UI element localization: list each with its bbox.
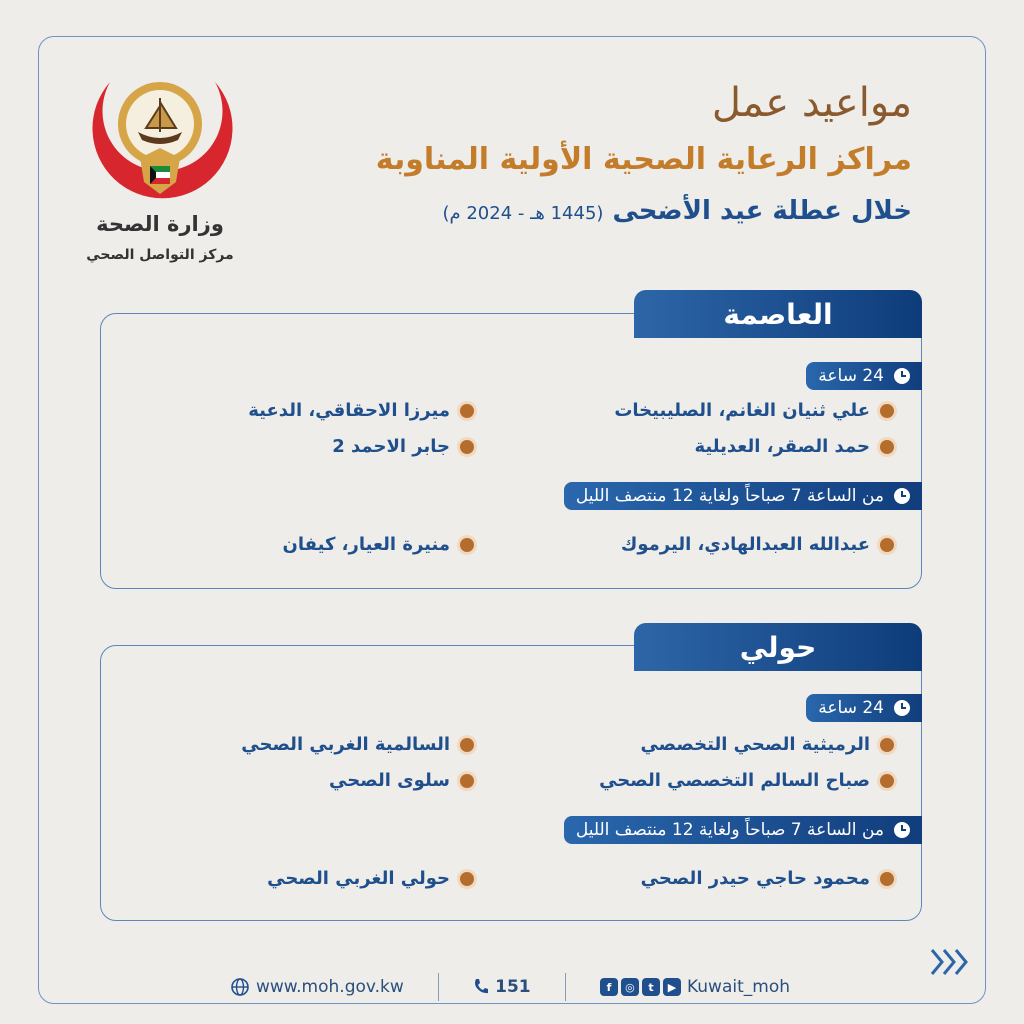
bullet-dot bbox=[460, 404, 474, 418]
page-subtitle: مراكز الرعاية الصحية الأولية المناوبة bbox=[375, 142, 912, 177]
badge-label: من الساعة 7 صباحاً ولغاية 12 منتصف الليل bbox=[575, 486, 884, 506]
phone-icon bbox=[473, 978, 489, 996]
footer-hotline[interactable] bbox=[473, 977, 531, 997]
footer bbox=[230, 972, 790, 1002]
center-name: صباح السالم التخصصي الصحي bbox=[599, 770, 870, 791]
clock-icon bbox=[892, 698, 912, 718]
footer-social[interactable] bbox=[600, 977, 790, 997]
list-item bbox=[614, 400, 894, 421]
bullet-dot bbox=[460, 738, 474, 752]
bullet-dot bbox=[460, 538, 474, 552]
badge-limited-hours bbox=[564, 816, 922, 844]
twitter-icon[interactable]: t bbox=[642, 978, 660, 996]
clock-icon bbox=[892, 820, 912, 840]
center-name: منيرة العيار، كيفان bbox=[282, 534, 450, 555]
bullet-dot bbox=[460, 774, 474, 788]
period-dates: (1445 هـ - 2024 م) bbox=[442, 203, 604, 224]
list-item bbox=[248, 400, 474, 421]
facebook-icon[interactable]: f bbox=[600, 978, 618, 996]
center-name: عبدالله العبدالهادي، اليرموك bbox=[620, 534, 870, 555]
list-item bbox=[332, 436, 474, 457]
section-header-capital: العاصمة bbox=[634, 290, 922, 338]
instagram-icon[interactable]: ◎ bbox=[621, 978, 639, 996]
badge-label: 24 ساعة bbox=[818, 698, 884, 718]
globe-icon bbox=[230, 977, 250, 997]
list-item bbox=[241, 734, 474, 755]
period-label: خلال عطلة عيد الأضحى bbox=[612, 196, 912, 226]
center-name: علي ثنيان الغانم، الصليبيخات bbox=[614, 400, 870, 421]
center-name: الرميثية الصحي التخصصي bbox=[640, 734, 870, 755]
social-handle: Kuwait_moh bbox=[686, 977, 790, 997]
bullet-dot bbox=[880, 872, 894, 886]
badge-24-hours bbox=[806, 694, 922, 722]
center-name: ميرزا الاحقاقي، الدعية bbox=[248, 400, 450, 421]
list-item bbox=[640, 734, 894, 755]
list-item bbox=[621, 534, 894, 555]
ministry-subtitle: مركز التواصل الصحي bbox=[86, 247, 234, 263]
page-title: مواعيد عمل bbox=[711, 80, 912, 126]
badge-limited-hours bbox=[564, 482, 922, 510]
list-item bbox=[329, 770, 474, 791]
list-item bbox=[283, 534, 474, 555]
list-item bbox=[641, 868, 894, 889]
center-name: محمود حاجي حيدر الصحي bbox=[640, 868, 870, 889]
bullet-dot bbox=[460, 440, 474, 454]
center-name: حمد الصقر، العديلية bbox=[694, 436, 870, 457]
badge-label: من الساعة 7 صباحاً ولغاية 12 منتصف الليل bbox=[575, 820, 884, 840]
center-name: جابر الاحمد 2 bbox=[332, 436, 450, 457]
footer-website[interactable] bbox=[230, 977, 404, 997]
clock-icon bbox=[892, 486, 912, 506]
page-period bbox=[442, 196, 912, 226]
clock-icon bbox=[892, 366, 912, 386]
list-item bbox=[599, 770, 894, 791]
center-name: السالمية الغربي الصحي bbox=[241, 734, 450, 755]
bullet-dot bbox=[880, 538, 894, 552]
hotline-number: 151 bbox=[495, 977, 531, 997]
badge-label: 24 ساعة bbox=[818, 366, 884, 386]
bullet-dot bbox=[460, 872, 474, 886]
ministry-logo-emblem bbox=[80, 62, 240, 212]
chevron-right-icon bbox=[928, 944, 972, 980]
youtube-icon[interactable]: ▶ bbox=[663, 978, 681, 996]
website-link[interactable]: www.moh.gov.kw bbox=[256, 977, 404, 997]
bullet-dot bbox=[880, 774, 894, 788]
bullet-dot bbox=[880, 440, 894, 454]
center-name: حولي الغربي الصحي bbox=[267, 868, 450, 889]
bullet-dot bbox=[880, 404, 894, 418]
list-item bbox=[695, 436, 894, 457]
footer-divider bbox=[438, 973, 440, 1001]
center-name: سلوى الصحي bbox=[329, 770, 450, 791]
section-header-hawalli: حولي bbox=[634, 623, 922, 671]
footer-divider bbox=[565, 973, 567, 1001]
ministry-name: وزارة الصحة bbox=[96, 212, 224, 236]
list-item bbox=[267, 868, 474, 889]
badge-24-hours bbox=[806, 362, 922, 390]
bullet-dot bbox=[880, 738, 894, 752]
